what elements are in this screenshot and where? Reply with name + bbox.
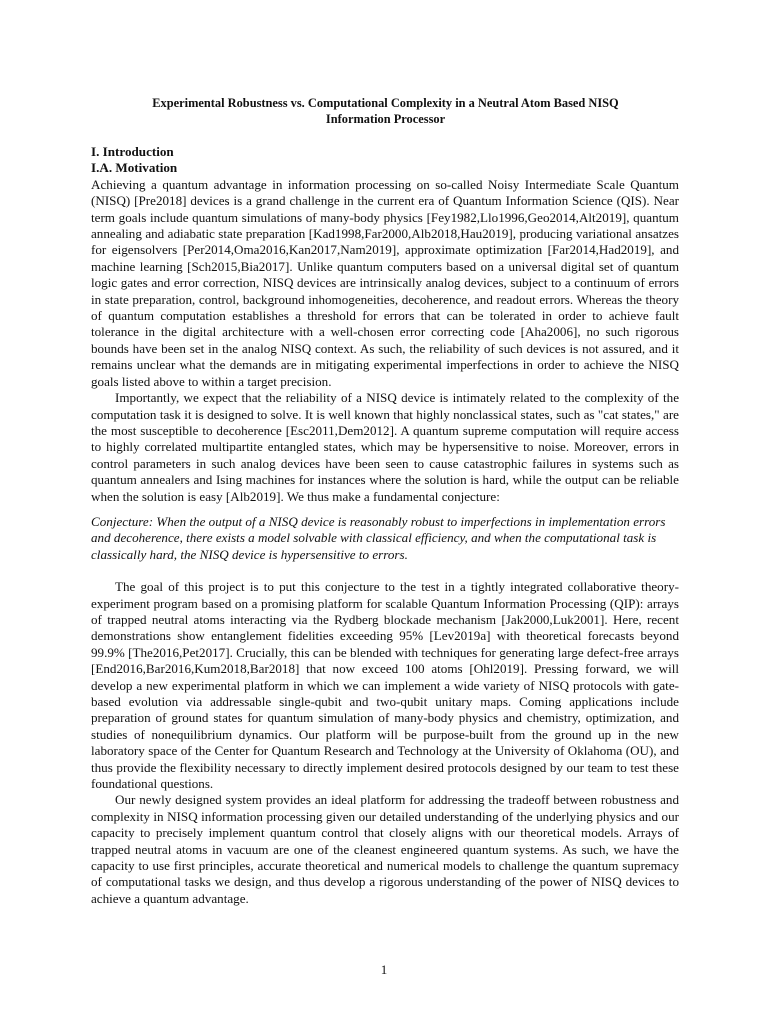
paragraph-3: The goal of this project is to put this conjecture to the test in a tightly integrated collaborative theory-experiment program based on a promising platform for scalable Quantum Information Processing (QIP): arrays of trapped neutral atoms interacting via the Rydberg blockade mechanism [Jak2000,Luk2001]. Here, recent demonstrations show entanglement fidelities exceeding 95% [Lev2019a] with theoretical forecasts beyond 99.9% [The2016,Pet2017]. Crucially, this can be blended with techniques for generating large defect-free arrays [End2016,Bar2016,Kum2018,Bar2018] that now exceed 100 atoms [Ohl2019]. Pressing forward, we will develop a new experimental platform in which we can implement a wide variety of NISQ protocols with gate-based evolution via addressable single-qubit and two-qubit unitary maps. Coming applications include preparation of ground states for quantum simulation of many-body physics and chemistry, optimization, and studies of nonequilibrium dynamics. Our platform will be purpose-built from the ground up in the new laboratory space of the Center for Quantum Research and Technology at the University of Oklahoma (OU), and thus provide the flexibility necessary to directly implement desired protocols designed by our team to test these foundational questions. <box>91 579 679 792</box>
page-number: 1 <box>380 962 388 977</box>
conjecture-statement: Conjecture: When the output of a NISQ device is reasonably robust to imperfections in implementation errors and decoherence, there exists a model solvable with classical efficiency, and when the computational task is classically hard, the NISQ device is hypersensitive to errors. <box>91 513 666 562</box>
paragraph-1: Achieving a quantum advantage in information processing on so-called Noisy Intermediate Scale Quantum (NISQ) [Pre2018] devices is a grand challenge in the current era of Quantum Information Science (QIS). Near term goals include quantum simulations of many-body physics [Fey1982,Llo1996,Geo2014,Alt2019], quantum annealing and adiabatic state preparation [Kad1998,Far2000,Alb2018,Hau2019], producing variational ansatzes for eigensolvers [Per2014,Oma2016,Kan2017,Nam2019], approximate optimization [Far2014,Had2019], and machine learning [Sch2015,Bia2017]. Unlike quantum computers based on a universal digital set of quantum logic gates and error correction, NISQ devices are intrinsically analog devices, subject to a continuum of errors in state preparation, control, background inhomogeneities, decoherence, and readout errors. Whereas the theory of quantum computation establishes a threshold for errors that can be tolerated in order to achieve fault tolerance in the digital architecture with a well-chosen error correcting code [Aha2006], no such rigorous bounds have been set in the analog NISQ context. As such, the reliability of such devices is not assured, and it remains unclear what the demands are in mitigating experimental imperfections in order to achieve the NISQ goals listed above to within a target precision. <box>91 176 679 389</box>
section-heading: I. Introduction <box>91 144 174 159</box>
paragraph-4: Our newly designed system provides an ideal platform for addressing the tradeoff between robustness and complexity in NISQ information processing given our detailed understanding of the underlying physics and our capacity to precisely implement quantum control that closely aligns with our theoretical models. Arrays of trapped neutral atoms in vacuum are one of the cleanest engineered quantum systems. As such, we have the capacity to use first principles, accurate theoretical and numerical models to challenge the quantum supremacy of computational tasks we design, and thus develop a rigorous understanding of the power of NISQ devices to achieve a quantum advantage. <box>91 792 679 906</box>
title-line-1: Experimental Robustness vs. Computational Complexity in a Neutral Atom Based NISQ <box>152 96 619 110</box>
title-line-2: Information Processor <box>325 112 446 126</box>
paper-body <box>91 144 679 907</box>
paper-title <box>100 95 671 127</box>
subsection-heading: I.A. Motivation <box>91 160 178 176</box>
paragraph-2: Importantly, we expect that the reliability of a NISQ device is intimately related to the complexity of the computation task it is designed to solve. It is well known that highly nonclassical states, such as "cat states," are the most susceptible to decoherence [Esc2011,Dem2012]. A quantum supreme computation will require access to highly correlated multipartite entangled states, which may be hypersensitive to noise. Moreover, errors in control parameters in such analog devices have been seen to cause catastrophic failures in systems such as quantum annealers and Ising machines for instances where the solution is hard, while the output can be reliable when the solution is easy [Alb2019]. We thus make a fundamental conjecture: <box>91 390 679 504</box>
